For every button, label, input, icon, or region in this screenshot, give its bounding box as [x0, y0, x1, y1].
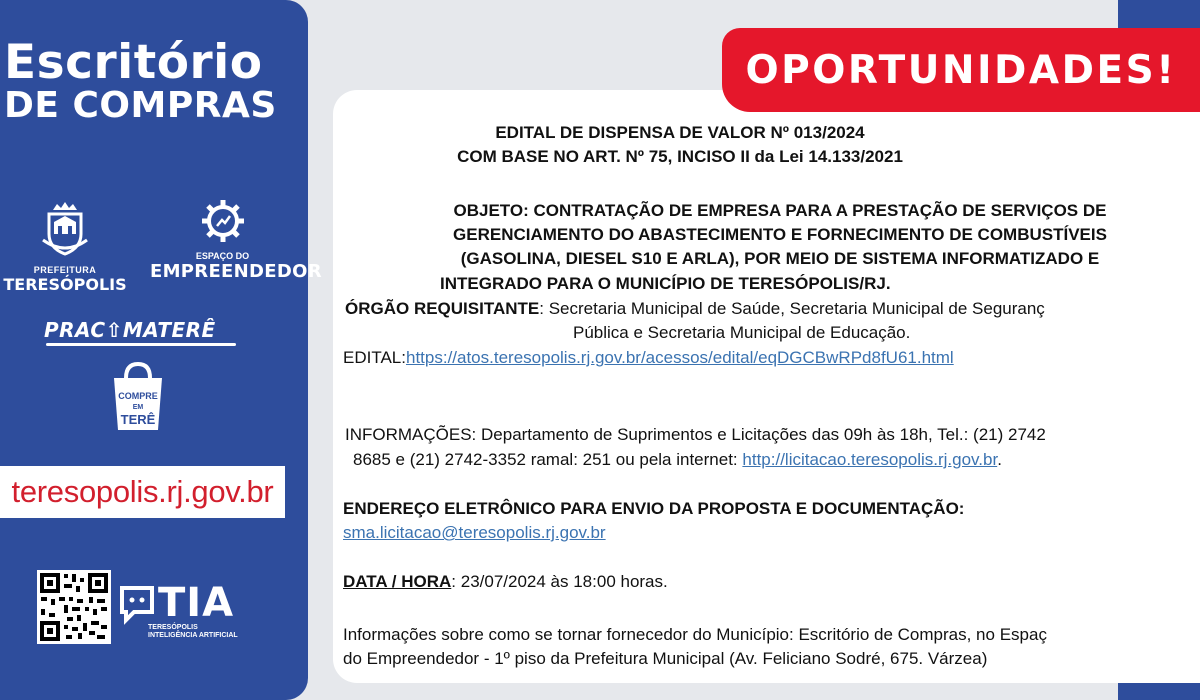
informacoes-line2 — [353, 449, 1002, 471]
pracima-underline — [46, 343, 236, 346]
edital-line — [343, 347, 954, 369]
objeto-line3: (GASOLINA, DIESEL S10 E ARLA), POR MEIO DE SISTEMA INFORMATIZADO E — [460, 249, 1100, 268]
up-arrow-icon: ⇧ — [105, 318, 123, 342]
logo-title-line2: DE COMPRAS — [4, 85, 277, 126]
notice-title-line2: COM BASE NO ART. Nº 75, INCISO II da Lei 14.133/2021 — [457, 147, 903, 166]
pracima-part1: PRAC — [44, 318, 106, 342]
informacoes-line1: INFORMAÇÕES: Departamento de Suprimentos e Licitações das 09h às 18h, Tel.: (21) 2742 — [345, 425, 1046, 444]
tia-sub-line1: TERESÓPOLIS — [148, 624, 198, 631]
empreendedor-label: EMPREENDEDOR — [150, 261, 322, 282]
gear-icon — [200, 198, 246, 244]
objeto-line4: INTEGRADO PARA O MUNICÍPIO DE TERESÓPOLIS/RJ. — [440, 274, 891, 293]
orgao-requisitante-line1 — [345, 298, 1045, 320]
data-hora-line — [343, 571, 668, 593]
notice-title-line1: EDITAL DE DISPENSA DE VALOR Nº 013/2024 — [495, 123, 865, 142]
orgao-label: ÓRGÃO REQUISITANTE — [345, 299, 540, 318]
endereco-email-link[interactable]: sma.licitacao@teresopolis.rj.gov.br — [343, 523, 606, 542]
tia-wordmark: TIA — [158, 580, 235, 626]
bag-line1: COMPRE — [118, 391, 158, 401]
pracima-tere-logo — [44, 318, 244, 342]
endereco-eletronico-label: ENDEREÇO ELETRÔNICO PARA ENVIO DA PROPOSTA E DOCUMENTAÇÃO: — [343, 499, 965, 518]
prefeitura-teresopolis-logo — [0, 200, 130, 294]
notice-card — [333, 90, 1200, 683]
chat-bubble-icon — [118, 582, 158, 628]
oportunidades-banner — [722, 28, 1200, 112]
info-end: . — [997, 450, 1002, 469]
bag-line3: TERÊ — [120, 412, 156, 427]
edital-label: EDITAL: — [343, 348, 406, 367]
tia-logo — [118, 580, 258, 640]
data-hora-label: DATA / HORA — [343, 572, 452, 591]
compre-em-tere-label — [108, 390, 168, 426]
teresopolis-label: TERESÓPOLIS — [3, 275, 127, 294]
fornecedor-line1: Informações sobre como se tornar fornecedor do Município: Escritório de Compras, no Espaç — [343, 625, 1047, 644]
bag-line2: EM — [132, 404, 144, 411]
qr-code-icon[interactable] — [37, 570, 111, 644]
banner-title: OPORTUNIDADES! — [745, 47, 1177, 93]
prefeitura-label: PREFEITURA — [33, 265, 97, 275]
tia-sub-line2: INTELIGÊNCIA ARTIFICIAL — [148, 632, 238, 639]
escritorio-de-compras-logo — [4, 35, 304, 126]
city-crest-icon — [39, 200, 91, 258]
espaco-do-empreendedor-logo — [150, 198, 322, 282]
espaco-do-label: ESPAÇO DO — [195, 251, 250, 261]
edital-link[interactable]: https://atos.teresopolis.rj.gov.br/acessos/edital/eqDGCBwRPd8fU61.html — [405, 348, 954, 367]
tia-subtitle — [148, 624, 238, 640]
logo-title-line1: Escritório — [4, 35, 263, 90]
objeto-line2: GERENCIAMENTO DO ABASTECIMENTO E FORNECIMENTO DE COMBUSTÍVEIS — [453, 225, 1107, 244]
website-url[interactable]: teresopolis.rj.gov.br — [11, 474, 274, 509]
orgao-requisitante-line2: Pública e Secretaria Municipal de Educação. — [573, 323, 911, 342]
info-text: 8685 e (21) 2742-3352 ramal: 251 ou pela internet: — [353, 450, 743, 469]
objeto-line1: OBJETO: CONTRATAÇÃO DE EMPRESA PARA A PRESTAÇÃO DE SERVIÇOS DE — [453, 201, 1107, 220]
fornecedor-line2: do Empreendedor - 1º piso da Prefeitura Municipal (Av. Feliciano Sodré, 675. Várzea) — [343, 649, 988, 668]
pracima-part2: MATERÊ — [122, 318, 216, 342]
orgao-text1: : Secretaria Municipal de Saúde, Secretaria Municipal de Seguranç — [539, 299, 1045, 318]
website-box[interactable] — [0, 466, 285, 518]
licitacao-link[interactable]: http://licitacao.teresopolis.rj.gov.br — [742, 450, 998, 469]
data-hora-text: : 23/07/2024 às 18:00 horas. — [451, 572, 668, 591]
